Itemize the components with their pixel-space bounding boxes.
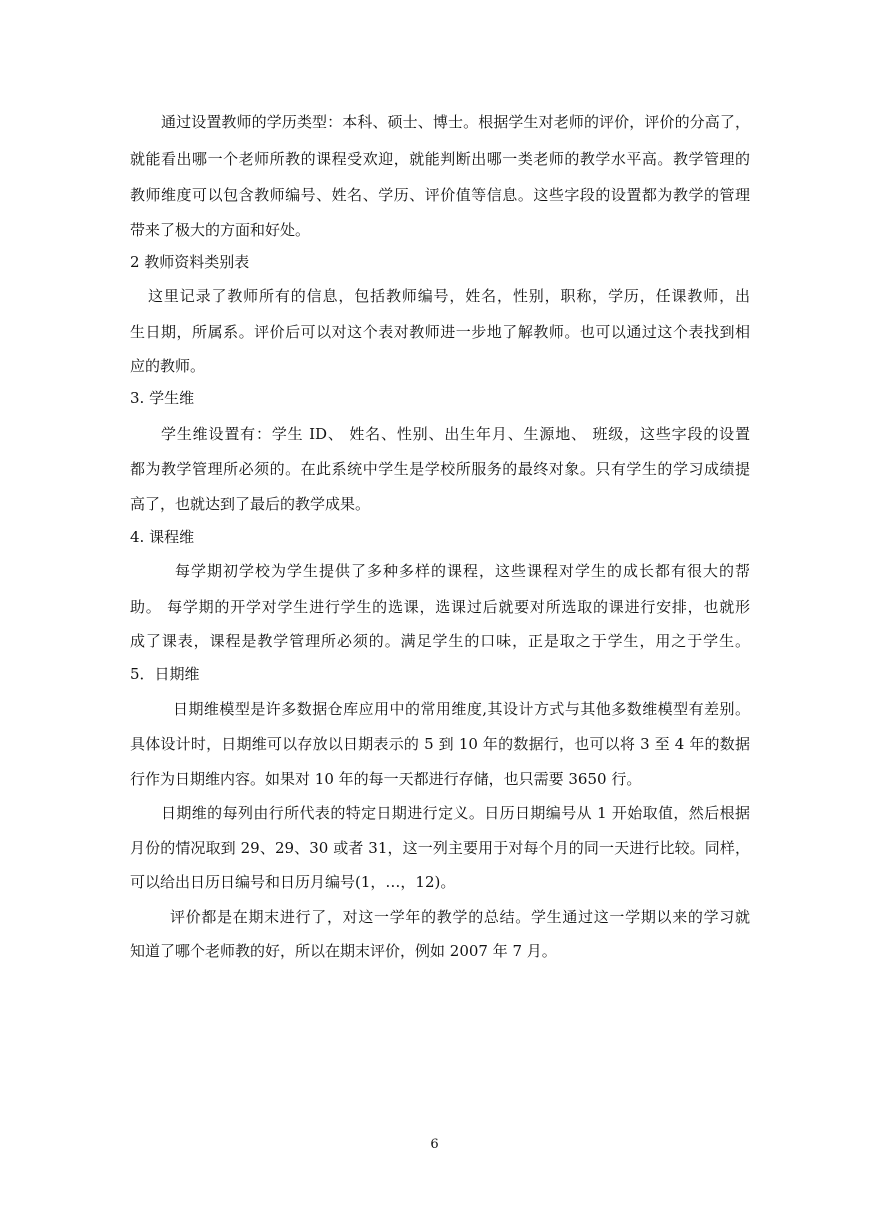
paragraph-4-line-3: 成了课表，课程是教学管理所必须的。满足学生的口味，正是取之于学生，用之于学生。 bbox=[130, 632, 750, 650]
paragraph-3-line-1: 学生维设置有：学生 ID、 姓名、性别、出生年月、生源地、 班级，这些字段的设置 bbox=[161, 425, 750, 443]
paragraph-2-line-1: 这里记录了教师所有的信息，包括教师编号，姓名，性别，职称，学历，任课教师，出 bbox=[148, 287, 750, 305]
paragraph-7-line-2: 知道了哪个老师教的好，所以在期末评价，例如 2007 年 7 月。 bbox=[130, 942, 557, 960]
paragraph-4-line-1: 每学期初学校为学生提供了多种多样的课程，这些课程对学生的成长都有很大的帮 bbox=[175, 562, 750, 580]
paragraph-3-line-3: 高了，也就达到了最后的教学成果。 bbox=[130, 495, 371, 513]
section-heading-3: 3. 学生维 bbox=[130, 389, 195, 407]
paragraph-6-line-3: 可以给出日历日编号和日历月编号(1，…，12)。 bbox=[130, 873, 456, 891]
paragraph-5-line-3: 行作为日期维内容。如果对 10 年的每一天都进行存储，也只需要 3650 行。 bbox=[130, 770, 642, 788]
paragraph-3-line-2: 都为教学管理所必须的。在此系统中学生是学校所服务的最终对象。只有学生的学习成绩提 bbox=[130, 460, 750, 478]
paragraph-1-line-2: 就能看出哪一个老师所教的课程受欢迎，就能判断出哪一类老师的教学水平高。教学管理的 bbox=[130, 150, 750, 168]
paragraph-4-line-2: 助。 每学期的开学对学生进行学生的选课，选课过后就要对所选取的课进行安排，也就形 bbox=[130, 598, 750, 616]
paragraph-5-line-1: 日期维模型是许多数据仓库应用中的常用维度,其设计方式与其他多数维模型有差别。 bbox=[173, 700, 750, 718]
page-number: 6 bbox=[430, 1137, 439, 1152]
paragraph-2-line-3: 应的教师。 bbox=[130, 357, 206, 375]
paragraph-5-line-2: 具体设计时，日期维可以存放以日期表示的 5 到 10 年的数据行，也可以将 3 至 4 年的数据 bbox=[130, 735, 750, 753]
paragraph-2-line-2: 生日期，所属系。评价后可以对这个表对教师进一步地了解教师。也可以通过这个表找到相 bbox=[130, 323, 750, 341]
paragraph-1-line-4: 带来了极大的方面和好处。 bbox=[130, 221, 311, 239]
section-heading-2: 2 教师资料类别表 bbox=[130, 253, 250, 271]
section-heading-4: 4. 课程维 bbox=[130, 528, 195, 546]
paragraph-1-line-3: 教师维度可以包含教师编号、姓名、学历、评价值等信息。这些字段的设置都为教学的管理 bbox=[130, 186, 750, 204]
section-heading-5: 5．日期维 bbox=[130, 665, 200, 683]
paragraph-6-line-1: 日期维的每列由行所代表的特定日期进行定义。日历日期编号从 1 开始取值，然后根据 bbox=[161, 804, 750, 822]
paragraph-1-line-1: 通过设置教师的学历类型：本科、硕士、博士。根据学生对老师的评价，评价的分高了， bbox=[161, 113, 750, 131]
paragraph-7-line-1: 评价都是在期末进行了，对这一学年的教学的总结。学生通过这一学期以来的学习就 bbox=[170, 908, 750, 926]
paragraph-6-line-2: 月份的情况取到 29、29、30 或者 31，这一列主要用于对每个月的同一天进行比较。同样， bbox=[130, 839, 750, 857]
